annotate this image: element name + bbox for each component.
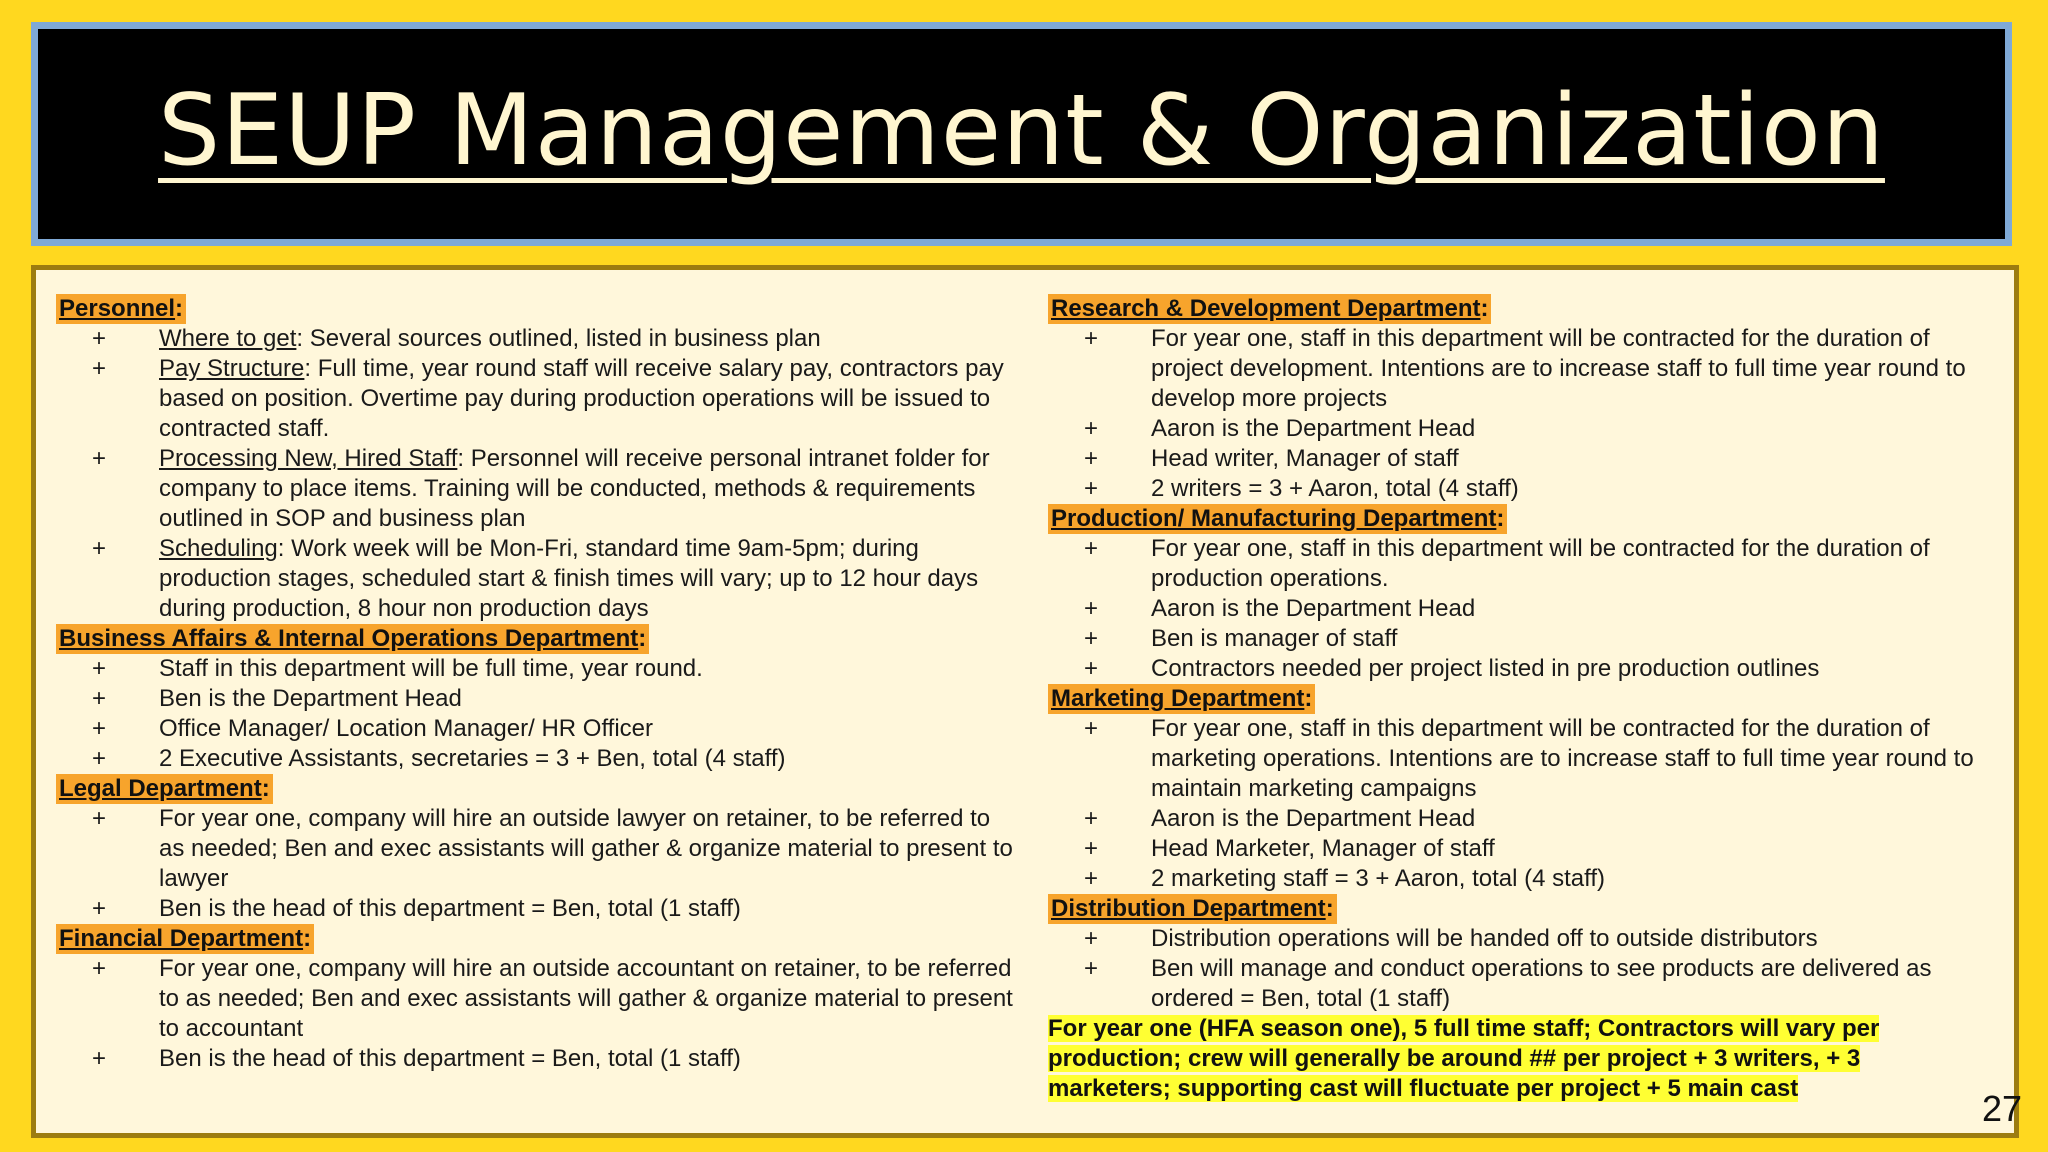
list-item [56,534,1021,624]
section-financial-department [56,924,1021,1074]
item-list [1048,924,2008,1014]
plus-bullet-icon: + [1084,475,1099,502]
plus-bullet-icon: + [92,685,107,712]
page-number: 27 [1981,1088,2022,1129]
item-text: For year one, company will hire an outside accountant on retainer, to be referred to as needed; Ben and exec assistants will gather & organize material to present to accountant [159,955,1013,1042]
list-item [56,714,1021,744]
item-text: Aaron is the Department Head [1151,415,1476,442]
section-research-development-department [1048,294,2008,504]
item-text: Distribution operations will be handed off to outside distributors [1151,925,1818,952]
plus-bullet-icon: + [1084,655,1099,682]
item-text: For year one, staff in this department will be contracted for the duration of production operations. [1151,535,1930,592]
item-text: Head Marketer, Manager of staff [1151,835,1495,862]
item-text: For year one, company will hire an outside lawyer on retainer, to be referred to as needed; Ben and exec assistants will gather & organize material to present to lawyer [159,805,1013,892]
heading-colon: : [1304,685,1313,712]
item-text: Staff in this department will be full time, year round. [159,655,703,682]
list-item [1048,594,2008,624]
plus-bullet-icon: + [1084,445,1099,472]
list-item [1048,534,2008,594]
plus-bullet-icon: + [1084,625,1099,652]
plus-bullet-icon: + [92,805,107,832]
section-heading [1048,684,1315,714]
list-item [56,1044,1021,1074]
item-list [56,654,1021,774]
list-item [56,324,1021,354]
item-text: Ben is manager of staff [1151,625,1398,652]
list-item [1048,924,2008,954]
section-production-manufacturing-department [1048,504,2008,684]
item-text: Ben will manage and conduct operations to see products are delivered as ordered = Ben, total (1 staff) [1151,955,1932,1012]
item-text: For year one, staff in this department will be contracted for the duration of marketing operations. Intentions are to increase staff to full time year round to maintain marketing campaigns [1151,715,1974,802]
item-text: : Full time, year round staff will receive salary pay, contractors pay based on position. Overtime pay during production operations will be issued to contracted staff. [159,355,1004,442]
list-item [56,354,1021,444]
section-heading-label: Personnel [59,295,176,322]
list-item [1048,474,2008,504]
plus-bullet-icon: + [92,715,107,742]
list-item [1048,804,2008,834]
list-item [1048,714,2008,804]
slide-title: SEUP Management & Organization [158,74,1885,188]
section-heading-label: Financial Department [59,925,304,952]
item-text: 2 marketing staff = 3 + Aaron, total (4 staff) [1151,865,1606,892]
item-list [1048,714,2008,894]
item-list [56,804,1021,924]
title-banner [31,22,2012,246]
item-text: Aaron is the Department Head [1151,595,1476,622]
plus-bullet-icon: + [1084,535,1099,562]
plus-bullet-icon: + [1084,325,1099,352]
plus-bullet-icon: + [1084,865,1099,892]
plus-bullet-icon: + [92,535,107,562]
item-text: Ben is the head of this department = Ben, total (1 staff) [159,895,741,922]
item-text: For year one, staff in this department will be contracted for the duration of project development. Intentions are to increase staff to full time year round to develop more projects [1151,325,1966,412]
section-business-affairs-internal-operations-department [56,624,1021,774]
plus-bullet-icon: + [1084,415,1099,442]
item-text: Ben is the Department Head [159,685,462,712]
list-item [1048,414,2008,444]
section-heading-label: Production/ Manufacturing Department [1051,505,1497,532]
content-panel [31,265,2019,1138]
list-item [56,804,1021,894]
heading-colon: : [303,925,312,952]
section-heading-label: Research & Development Department [1051,295,1481,322]
plus-bullet-icon: + [1084,715,1099,742]
section-heading-label: Business Affairs & Internal Operations Department [59,625,639,652]
right-column [1048,294,2008,1104]
item-text: : Several sources outlined, listed in business plan [296,325,821,352]
heading-colon: : [261,775,270,802]
list-item [56,654,1021,684]
item-label: Processing New, Hired Staff [159,445,458,472]
plus-bullet-icon: + [1084,955,1099,982]
item-label: Where to get [159,325,297,352]
item-text: : Work week will be Mon-Fri, standard time 9am-5pm; during production stages, scheduled start & finish times will vary; up to 12 hour days during production, 8 hour non production days [159,535,979,622]
section-heading [1048,504,1507,534]
item-text: : Personnel will receive personal intranet folder for company to place items. Training will be conducted, methods & requirements outlined in SOP and business plan [159,445,990,532]
list-item [1048,864,2008,894]
list-item [56,444,1021,534]
plus-bullet-icon: + [1084,805,1099,832]
list-item [56,744,1021,774]
list-item [56,894,1021,924]
section-heading-label: Distribution Department [1051,895,1326,922]
plus-bullet-icon: + [1084,595,1099,622]
section-heading [56,294,186,324]
list-item [56,954,1021,1044]
plus-bullet-icon: + [1084,835,1099,862]
section-marketing-department [1048,684,2008,894]
list-item [1048,624,2008,654]
plus-bullet-icon: + [92,955,107,982]
heading-colon: : [638,625,647,652]
section-legal-department [56,774,1021,924]
item-text: Office Manager/ Location Manager/ HR Officer [159,715,654,742]
item-list [1048,324,2008,504]
list-item [1048,954,2008,1014]
section-heading [1048,894,1337,924]
item-text: Ben is the head of this department = Ben, total (1 staff) [159,1045,741,1072]
item-list [1048,534,2008,684]
heading-colon: : [1325,895,1334,922]
summary-note [1048,1014,1948,1104]
section-heading [56,774,273,804]
heading-colon: : [1480,295,1489,322]
item-label: Scheduling [159,535,278,562]
plus-bullet-icon: + [1084,925,1099,952]
list-item [1048,324,2008,414]
section-heading [56,624,649,654]
section-distribution-department [1048,894,2008,1014]
item-list [56,324,1021,624]
list-item [56,684,1021,714]
summary-text: For year one (HFA season one), 5 full time staff; Contractors will vary per production; crew will generally be around ## per project + 3 writers, + 3 marketers; supporting cast will fluctuate per project + 5 main cast [1048,1015,1880,1102]
item-label: Pay Structure [159,355,305,382]
heading-colon: : [175,295,184,322]
section-heading [56,924,314,954]
section-heading [1048,294,1491,324]
item-text: 2 Executive Assistants, secretaries = 3 + Ben, total (4 staff) [159,745,786,772]
plus-bullet-icon: + [92,1045,107,1072]
item-text: 2 writers = 3 + Aaron, total (4 staff) [1151,475,1519,502]
plus-bullet-icon: + [92,355,107,382]
plus-bullet-icon: + [92,445,107,472]
section-heading-label: Marketing Department [1051,685,1305,712]
plus-bullet-icon: + [92,655,107,682]
left-column [56,294,1021,1074]
section-heading-label: Legal Department [59,775,262,802]
list-item [1048,444,2008,474]
section-personnel [56,294,1021,624]
plus-bullet-icon: + [92,745,107,772]
plus-bullet-icon: + [92,325,107,352]
item-list [56,954,1021,1074]
item-text: Contractors needed per project listed in pre production outlines [1151,655,1820,682]
item-text: Aaron is the Department Head [1151,805,1476,832]
list-item [1048,654,2008,684]
plus-bullet-icon: + [92,895,107,922]
list-item [1048,834,2008,864]
heading-colon: : [1496,505,1505,532]
item-text: Head writer, Manager of staff [1151,445,1459,472]
